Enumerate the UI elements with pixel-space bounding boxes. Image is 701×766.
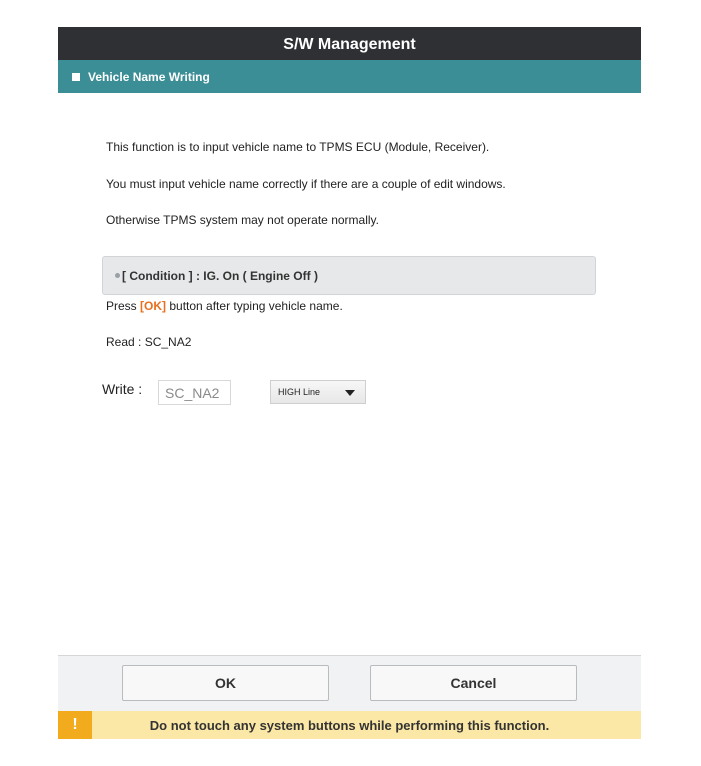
press-instruction xyxy=(106,299,343,313)
info-line-2: You must input vehicle name correctly if there are a couple of edit windows. xyxy=(106,177,506,191)
info-line-3: Otherwise TPMS system may not operate normally. xyxy=(106,213,379,227)
condition-box xyxy=(102,256,596,295)
warning-bar xyxy=(58,711,641,739)
press-ok-highlight: [OK] xyxy=(140,299,167,313)
line-type-selected: HIGH Line xyxy=(278,387,321,397)
write-label: Write : xyxy=(102,381,143,397)
info-line-1: This function is to input vehicle name to TPMS ECU (Module, Receiver). xyxy=(106,140,490,154)
ok-button[interactable]: OK xyxy=(122,665,329,701)
dialog-title: S/W Management xyxy=(58,27,641,60)
condition-text: [ Condition ] : IG. On ( Engine Off ) xyxy=(122,268,318,283)
caret-down-icon xyxy=(345,390,355,396)
vehicle-name-input[interactable] xyxy=(158,380,231,405)
dialog-footer xyxy=(58,655,641,712)
sw-management-dialog xyxy=(58,27,641,739)
section-header xyxy=(58,60,641,93)
square-bullet-icon xyxy=(72,73,80,81)
read-value: Read : SC_NA2 xyxy=(106,335,192,349)
press-suffix: button after typing vehicle name. xyxy=(166,299,343,313)
warning-icon: ! xyxy=(58,711,92,739)
section-title: Vehicle Name Writing xyxy=(88,69,210,84)
line-type-dropdown[interactable] xyxy=(270,380,366,404)
cancel-button[interactable]: Cancel xyxy=(370,665,577,701)
bullet-dot-icon xyxy=(115,273,120,278)
press-prefix: Press xyxy=(106,299,141,313)
warning-text: Do not touch any system buttons while performing this function. xyxy=(149,717,550,733)
